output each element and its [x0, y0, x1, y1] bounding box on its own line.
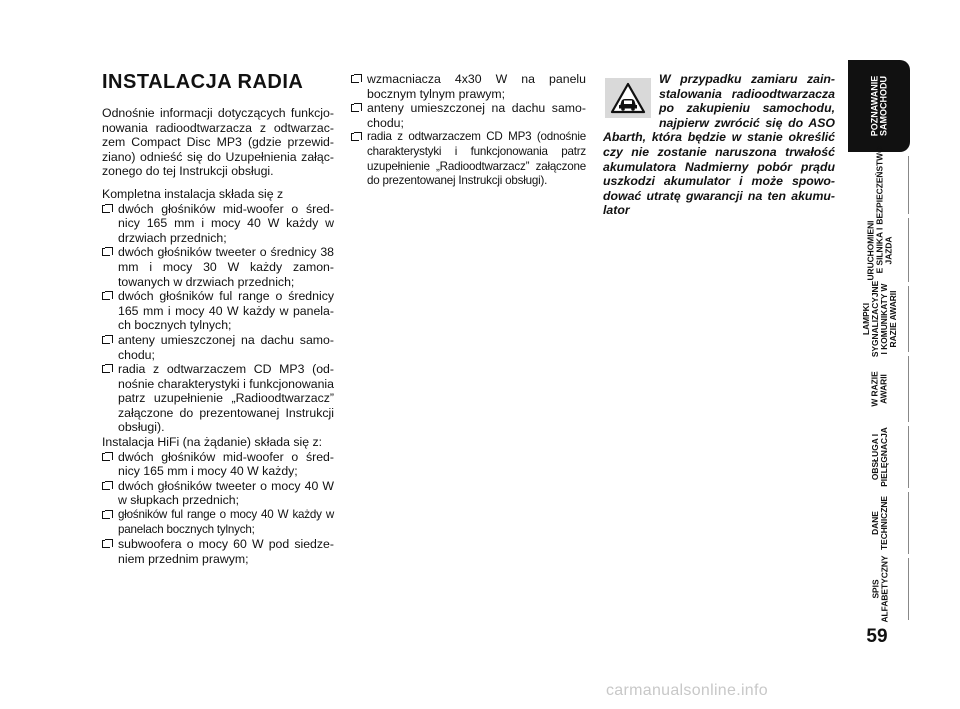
- list-item: dwóch głośników mid-woofer o średnicy 165 mm i mocy 40 W każdy;: [102, 450, 334, 479]
- list-item: anteny umieszczonej na dachu samochodu;: [351, 101, 586, 130]
- checkbox-bullet-icon: [102, 540, 110, 548]
- list-item: anteny umieszczonej na dachu samochodu;: [102, 333, 334, 362]
- complete-installation-list: [102, 202, 334, 436]
- chapter-tabs: [848, 60, 918, 623]
- left-column: [102, 70, 334, 566]
- hifi-installation-list: [102, 450, 334, 567]
- list-item: radia z odtwarzaczem CD MP3 (odnośnie charakterystyki i funkcjonowania patrz uzupełnienie „Radioodtwarzacz” załączone do prezentowanej Instrukcji obsługi).: [351, 130, 586, 188]
- middle-column: [351, 72, 586, 189]
- checkbox-bullet-icon: [102, 205, 110, 213]
- checkbox-bullet-icon: [102, 453, 110, 461]
- list-item: głośników ful range o mocy 40 W każdy w panelach bocznych tylnych;: [102, 508, 334, 537]
- checkbox-bullet-icon: [351, 104, 359, 112]
- list-item: subwoofera o mocy 60 W pod siedzeniem przednim prawym;: [102, 537, 334, 566]
- tab-lampki-sygnalizacyjne[interactable]: LAMPKI SYGNALIZACYJNE I KOMUNIKATY W RAZIE AWARII: [852, 286, 909, 352]
- hifi-installation-label: Instalacja HiFi (na żądanie) składa się z:: [102, 435, 323, 450]
- tab-dane-techniczne[interactable]: DANE TECHNICZNE: [852, 492, 909, 554]
- checkbox-bullet-icon: [351, 133, 359, 141]
- warning-triangle-car-icon: [605, 78, 651, 118]
- checkbox-bullet-icon: [102, 365, 110, 373]
- tab-w-razie-awarii[interactable]: W RAZIE AWARII: [852, 356, 909, 422]
- list-item: wzmacniacza 4x30 W na panelu bocznym tylnym prawym;: [351, 72, 586, 101]
- checkbox-bullet-icon: [102, 511, 110, 519]
- warning-text: W przypadku zamiaru zainstalowania radioodtwarzacza po zakupieniu samochodu, najpierw zwrócić się do ASO Abarth, która będzie w stanie określić czy nie zostanie naruszona trwałość akumulatora Nadmierny pobór prądu uszkodzi akumulator i może spowodować utratę gwarancji na ten akumulator: [603, 72, 835, 218]
- tab-obsluga-pielegnacja[interactable]: OBSŁUGA I PIELĘGNACJA: [852, 426, 909, 488]
- tab-spis-alfabetyczny[interactable]: SPIS ALFABETYCZNY: [852, 558, 909, 620]
- checkbox-bullet-icon: [102, 292, 110, 300]
- hifi-installation-list-continued: [351, 72, 586, 189]
- tab-bezpieczenstwo[interactable]: BEZPIECZEŃSTWO: [852, 156, 909, 214]
- checkbox-bullet-icon: [102, 248, 110, 256]
- intro-paragraph: Odnośnie informacji dotyczących funkcjonowania radioodtwarzacza z odtwarzaczem Compact Disc MP3 (gdzie przewidziano) odnieść się do Uzupełnienia załączonego do tej Instrukcji obsługi.: [102, 106, 334, 179]
- checkbox-bullet-icon: [351, 75, 359, 83]
- list-item: radia z odtwarzaczem CD MP3 (odnośnie charakterystyki i funkcjonowania patrz uzupełnienie „Radioodtwarzacz” załączone do prezentowanej Instrukcji obsługi).: [102, 362, 334, 435]
- tab-poznawanie-samochodu[interactable]: POZNAWANIE SAMOCHODU: [848, 60, 910, 152]
- page-title: INSTALACJA RADIA: [102, 71, 304, 93]
- list-item: dwóch głośników tweeter o mocy 40 W w słupkach przednich;: [102, 479, 334, 508]
- checkbox-bullet-icon: [102, 336, 110, 344]
- list-item: dwóch głośników mid-woofer o średnicy 165 mm i mocy 40 W każdy w drzwiach przednich;: [102, 202, 334, 246]
- complete-installation-label: Kompletna instalacja składa się z: [102, 186, 284, 201]
- list-item: dwóch głośników ful range o średnicy 165 mm i mocy 40 W każdy w panelach bocznych tylnych;: [102, 289, 334, 333]
- checkbox-bullet-icon: [102, 482, 110, 490]
- list-item: dwóch głośników tweeter o średnicy 38 mm i mocy 30 W każdy zamontowanych w drzwiach przednich;: [102, 245, 334, 289]
- watermark: carmanualsonline.info: [606, 682, 768, 699]
- warning-box: [603, 72, 835, 218]
- page-number: 59: [866, 626, 888, 647]
- tab-uruchomienie-silnika[interactable]: URUCHOMIENI E SILNIKA I JAZDA: [852, 218, 909, 282]
